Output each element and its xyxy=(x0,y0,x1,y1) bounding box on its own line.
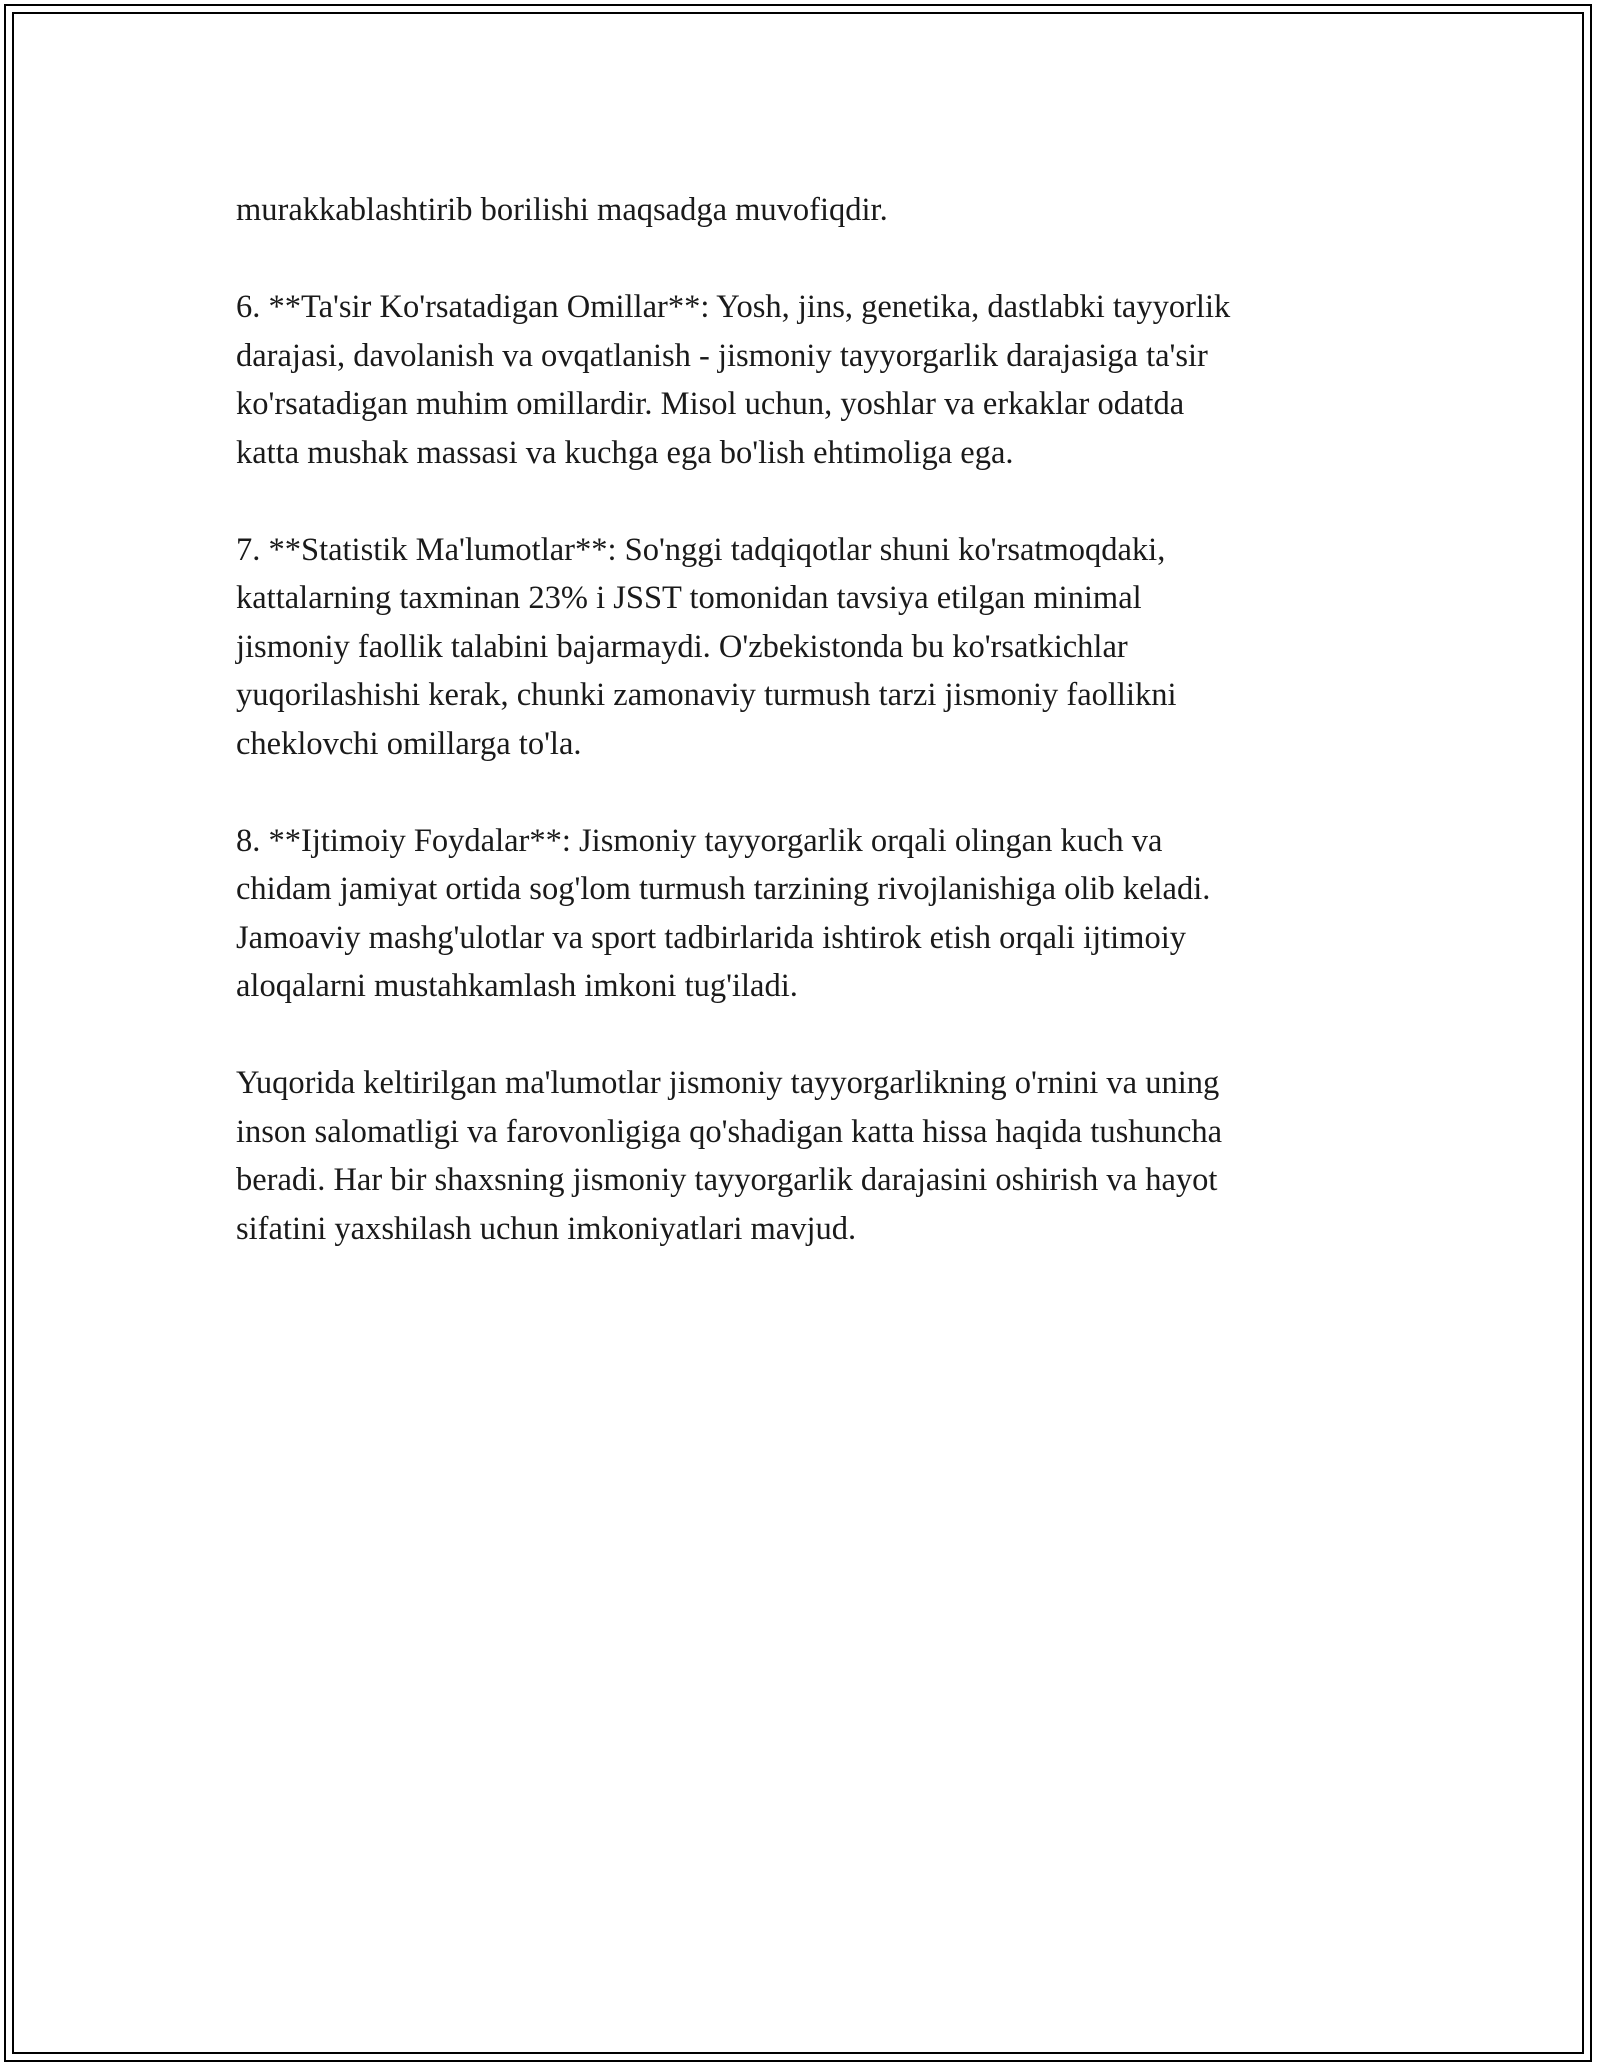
paragraph-social-benefits: 8. **Ijtimoiy Foydalar**: Jismoniy tayyorgarlik orqali olingan kuch va chidam jamiyat ortida sog'lom turmush tarzining rivojlanishiga olib keladi. Jamoaviy mashg'ulotlar va sport tadbirlarida ishtirok etish orqali ijtimoiy aloqalarni mustahkamlash imkoni tug'iladi. xyxy=(236,822,1211,1004)
paragraph-continuation: murakkablashtirib borilishi maqsadga muvofiqdir. xyxy=(236,192,888,228)
document-body xyxy=(236,186,1396,1302)
paragraph-influencing-factors: 6. **Ta'sir Ko'rsatadigan Omillar**: Yosh, jins, genetika, dastlabki tayyorlik darajasi, davolanish va ovqatlanish - jismoniy tayyorgarlik darajasiga ta'sir ko'rsatadigan muhim omillardir. Misol uchun, yoshlar va erkaklar odatda katta mushak massasi va kuchga ega bo'lish ehtimoliga ega. xyxy=(236,289,1231,471)
paragraph-conclusion: Yuqorida keltirilgan ma'lumotlar jismoniy tayyorgarlikning o'rnini va uning inson salomatligi va farovonligiga qo'shadigan katta hissa haqida tushuncha beradi. Har bir shaxsning jismoniy tayyorgarlik darajasini oshirish va hayot sifatini yaxshilash uchun imkoniyatlari mavjud. xyxy=(236,1065,1223,1247)
paragraph-statistics: 7. **Statistik Ma'lumotlar**: So'nggi tadqiqotlar shuni ko'rsatmoqdaki, kattalarning taxminan 23% i JSST tomonidan tavsiya etilgan minimal jismoniy faollik talabini bajarmaydi. O'zbekistonda bu ko'rsatkichlar yuqorilashishi kerak, chunki zamonaviy turmush tarzi jismoniy faollikni cheklovchi omillarga to'la. xyxy=(236,531,1177,762)
